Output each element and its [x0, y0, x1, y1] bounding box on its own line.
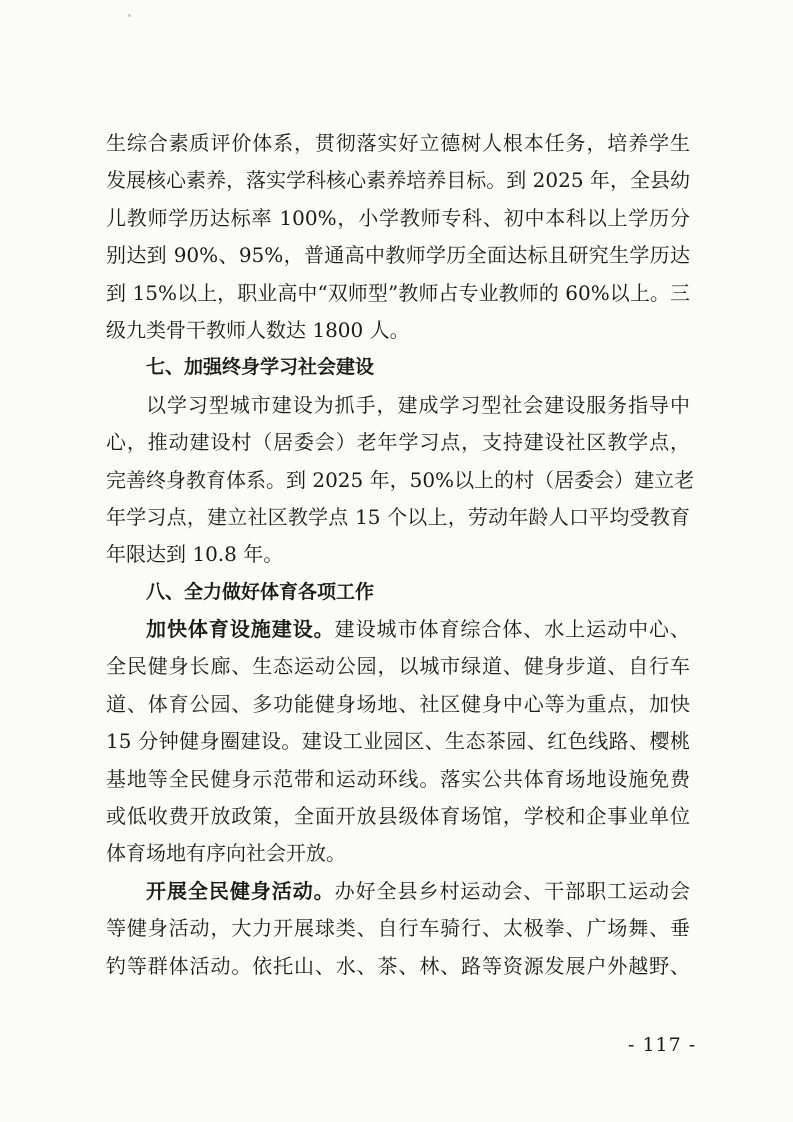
paragraph-text: 办好全县乡村运动会、干部职工运动会 — [334, 878, 691, 903]
paragraph-line: 体育场地有序向社会开放。 — [106, 841, 346, 866]
paragraph-line: 等健身活动，大力开展球类、自行车骑行、太极拳、广场舞、垂 — [106, 916, 690, 941]
body-text — [106, 125, 695, 985]
section-heading-7: 七、加强终身学习社会建设 — [146, 356, 375, 379]
paragraph-line: 或低收费开放政策，全面开放县级体育场馆，学校和企事业单位 — [106, 804, 690, 829]
paragraph-line: 心，推动建设村（居委会）老年学习点，支持建设社区教学点， — [106, 430, 690, 455]
paragraph-line: 儿教师学历达标率 100%，小学教师专科、初中本科以上学历分 — [106, 205, 690, 230]
paragraph-line: 年限达到 10.8 年。 — [106, 542, 284, 567]
paragraph-line: 全民健身长廊、生态运动公园，以城市绿道、健身步道、自行车 — [106, 654, 690, 679]
bold-lead-facilities: 加快体育设施建设。 — [146, 617, 335, 642]
scan-speck — [128, 14, 131, 17]
paragraph-line: 到 15%以上，职业高中“双师型”教师占专业教师的 60%以上。三 — [106, 280, 690, 305]
paragraph-line: 发展核心素养，落实学科核心素养培养目标。到 2025 年，全县幼 — [106, 168, 690, 193]
page-number: - 117 - — [628, 1034, 697, 1056]
paragraph-line — [106, 611, 690, 648]
paragraph-line: 钓等群体活动。依托山、水、茶、林、路等资源发展户外越野、 — [106, 953, 690, 978]
paragraph-line: 级九类骨干教师人数达 1800 人。 — [106, 317, 410, 342]
paragraph-line: 生综合素质评价体系，贯彻落实好立德树人根本任务，培养学生 — [106, 131, 690, 155]
paragraph-line: 年学习点，建立社区教学点 15 个以上，劳动年龄人口平均受教育 — [106, 504, 690, 529]
bold-lead-fitness: 开展全民健身活动。 — [146, 878, 335, 903]
paragraph-line: 别达到 90%、95%，普通高中教师学历全面达标且研究生学历达 — [106, 243, 690, 268]
paragraph-text: 建设城市体育综合体、水上运动中心、 — [334, 617, 691, 642]
section-heading-8: 八、全力做好体育各项工作 — [146, 580, 375, 603]
paragraph-line — [106, 873, 690, 910]
paragraph-line: 道、体育公园、多功能健身场地、社区健身中心等为重点，加快 — [106, 691, 690, 716]
paragraph-line: 以学习型城市建设为抓手，建成学习型社会建设服务指导中 — [146, 392, 690, 417]
paragraph-line: 完善终身教育体系。到 2025 年，50%以上的村（居委会）建立老 — [106, 467, 695, 492]
paragraph-line: 基地等全民健身示范带和运动环线。落实公共体育场地设施免费 — [106, 766, 690, 791]
paragraph-line: 15 分钟健身圈建设。建设工业园区、生态茶园、红色线路、樱桃 — [106, 729, 690, 754]
